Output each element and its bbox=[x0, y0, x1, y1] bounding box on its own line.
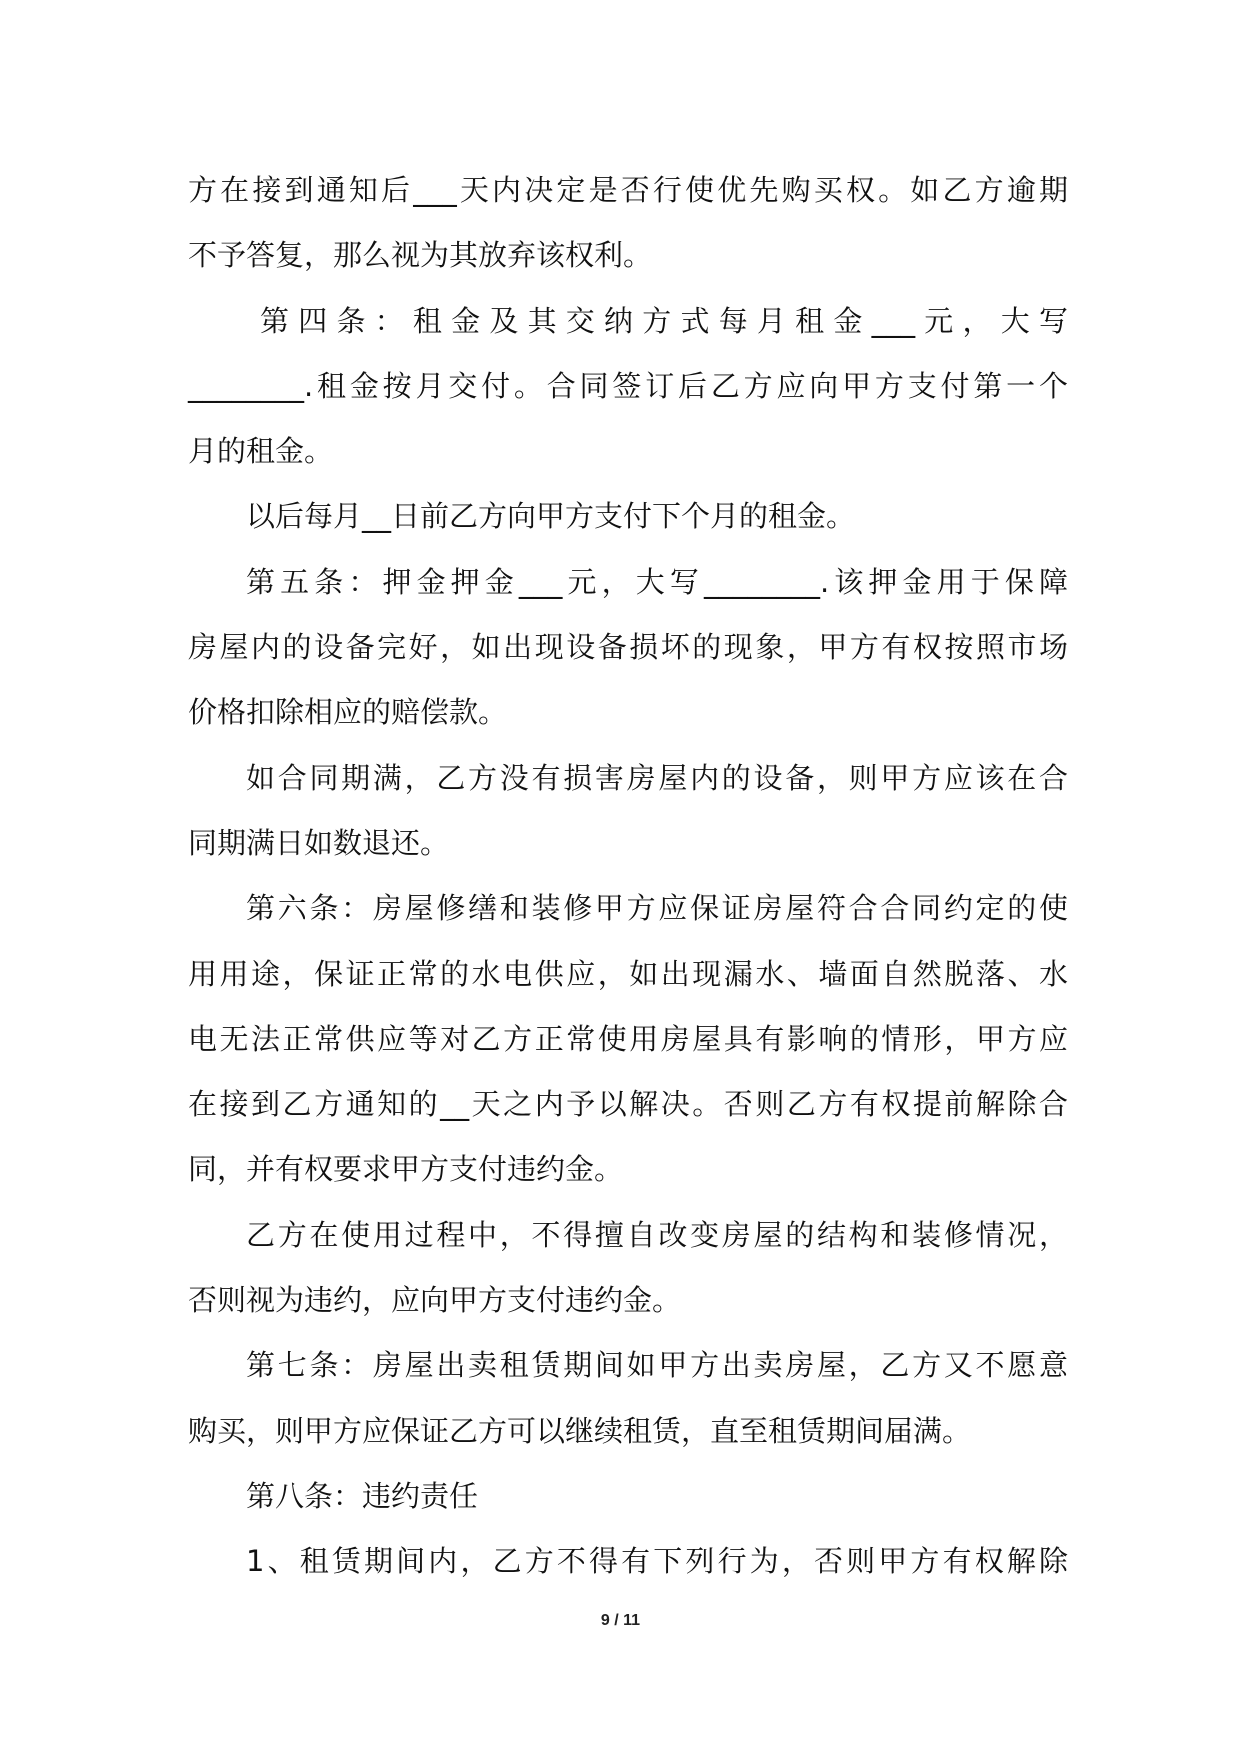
text-line: 用用途，保证正常的水电供应，如出现漏水、墙面自然脱落、水 bbox=[188, 956, 1068, 991]
text-line: 以后每月__日前乙方向甲方支付下个月的租金。 bbox=[246, 499, 856, 534]
text-line: 第六条：房屋修缮和装修甲方应保证房屋符合合同约定的使 bbox=[246, 891, 1068, 926]
text-line: 购买，则甲方应保证乙方可以继续租赁，直至租赁期间届满。 bbox=[188, 1413, 972, 1448]
text-line: 同，并有权要求甲方支付违约金。 bbox=[188, 1152, 624, 1187]
text-line: 1、租赁期间内，乙方不得有下列行为，否则甲方有权解除 bbox=[246, 1544, 1068, 1579]
text-line: 价格扣除相应的赔偿款。 bbox=[188, 695, 508, 730]
text-line: 第五条：押金押金___元，大写________.该押金用于保障 bbox=[246, 564, 1068, 599]
text-line: 方在接到通知后___天内决定是否行使优先购买权。如乙方逾期 bbox=[188, 173, 1068, 207]
text-line: 如合同期满，乙方没有损害房屋内的设备，则甲方应该在合 bbox=[246, 760, 1068, 795]
text-line: 电无法正常供应等对乙方正常使用房屋具有影响的情形，甲方应 bbox=[188, 1021, 1068, 1056]
text-line: 第四条：租金及其交纳方式每月租金___元，大写 bbox=[260, 303, 1068, 338]
page-number: 9 / 11 bbox=[600, 1612, 641, 1629]
text-line: 在接到乙方通知的__天之内予以解决。否则乙方有权提前解除合 bbox=[188, 1087, 1068, 1122]
text-line: 第八条：违约责任 bbox=[246, 1478, 479, 1513]
text-line: 月的租金。 bbox=[188, 434, 334, 469]
text-line: 不予答复，那么视为其放弃该权利。 bbox=[188, 238, 653, 273]
text-line: 乙方在使用过程中，不得擅自改变房屋的结构和装修情况， bbox=[246, 1217, 1068, 1252]
paragraph-lines bbox=[188, 158, 1068, 1595]
text-line: 房屋内的设备完好，如出现设备损坏的现象，甲方有权按照市场 bbox=[188, 630, 1068, 665]
text-line: 否则视为违约，应向甲方支付违约金。 bbox=[188, 1283, 682, 1318]
text-line: 第七条：房屋出卖租赁期间如甲方出卖房屋，乙方又不愿意 bbox=[246, 1348, 1068, 1383]
text-line: 同期满日如数退还。 bbox=[188, 825, 450, 860]
text-line: ________.租金按月交付。合同签订后乙方应向甲方支付第一个 bbox=[188, 368, 1068, 403]
document-body bbox=[188, 158, 1068, 1595]
